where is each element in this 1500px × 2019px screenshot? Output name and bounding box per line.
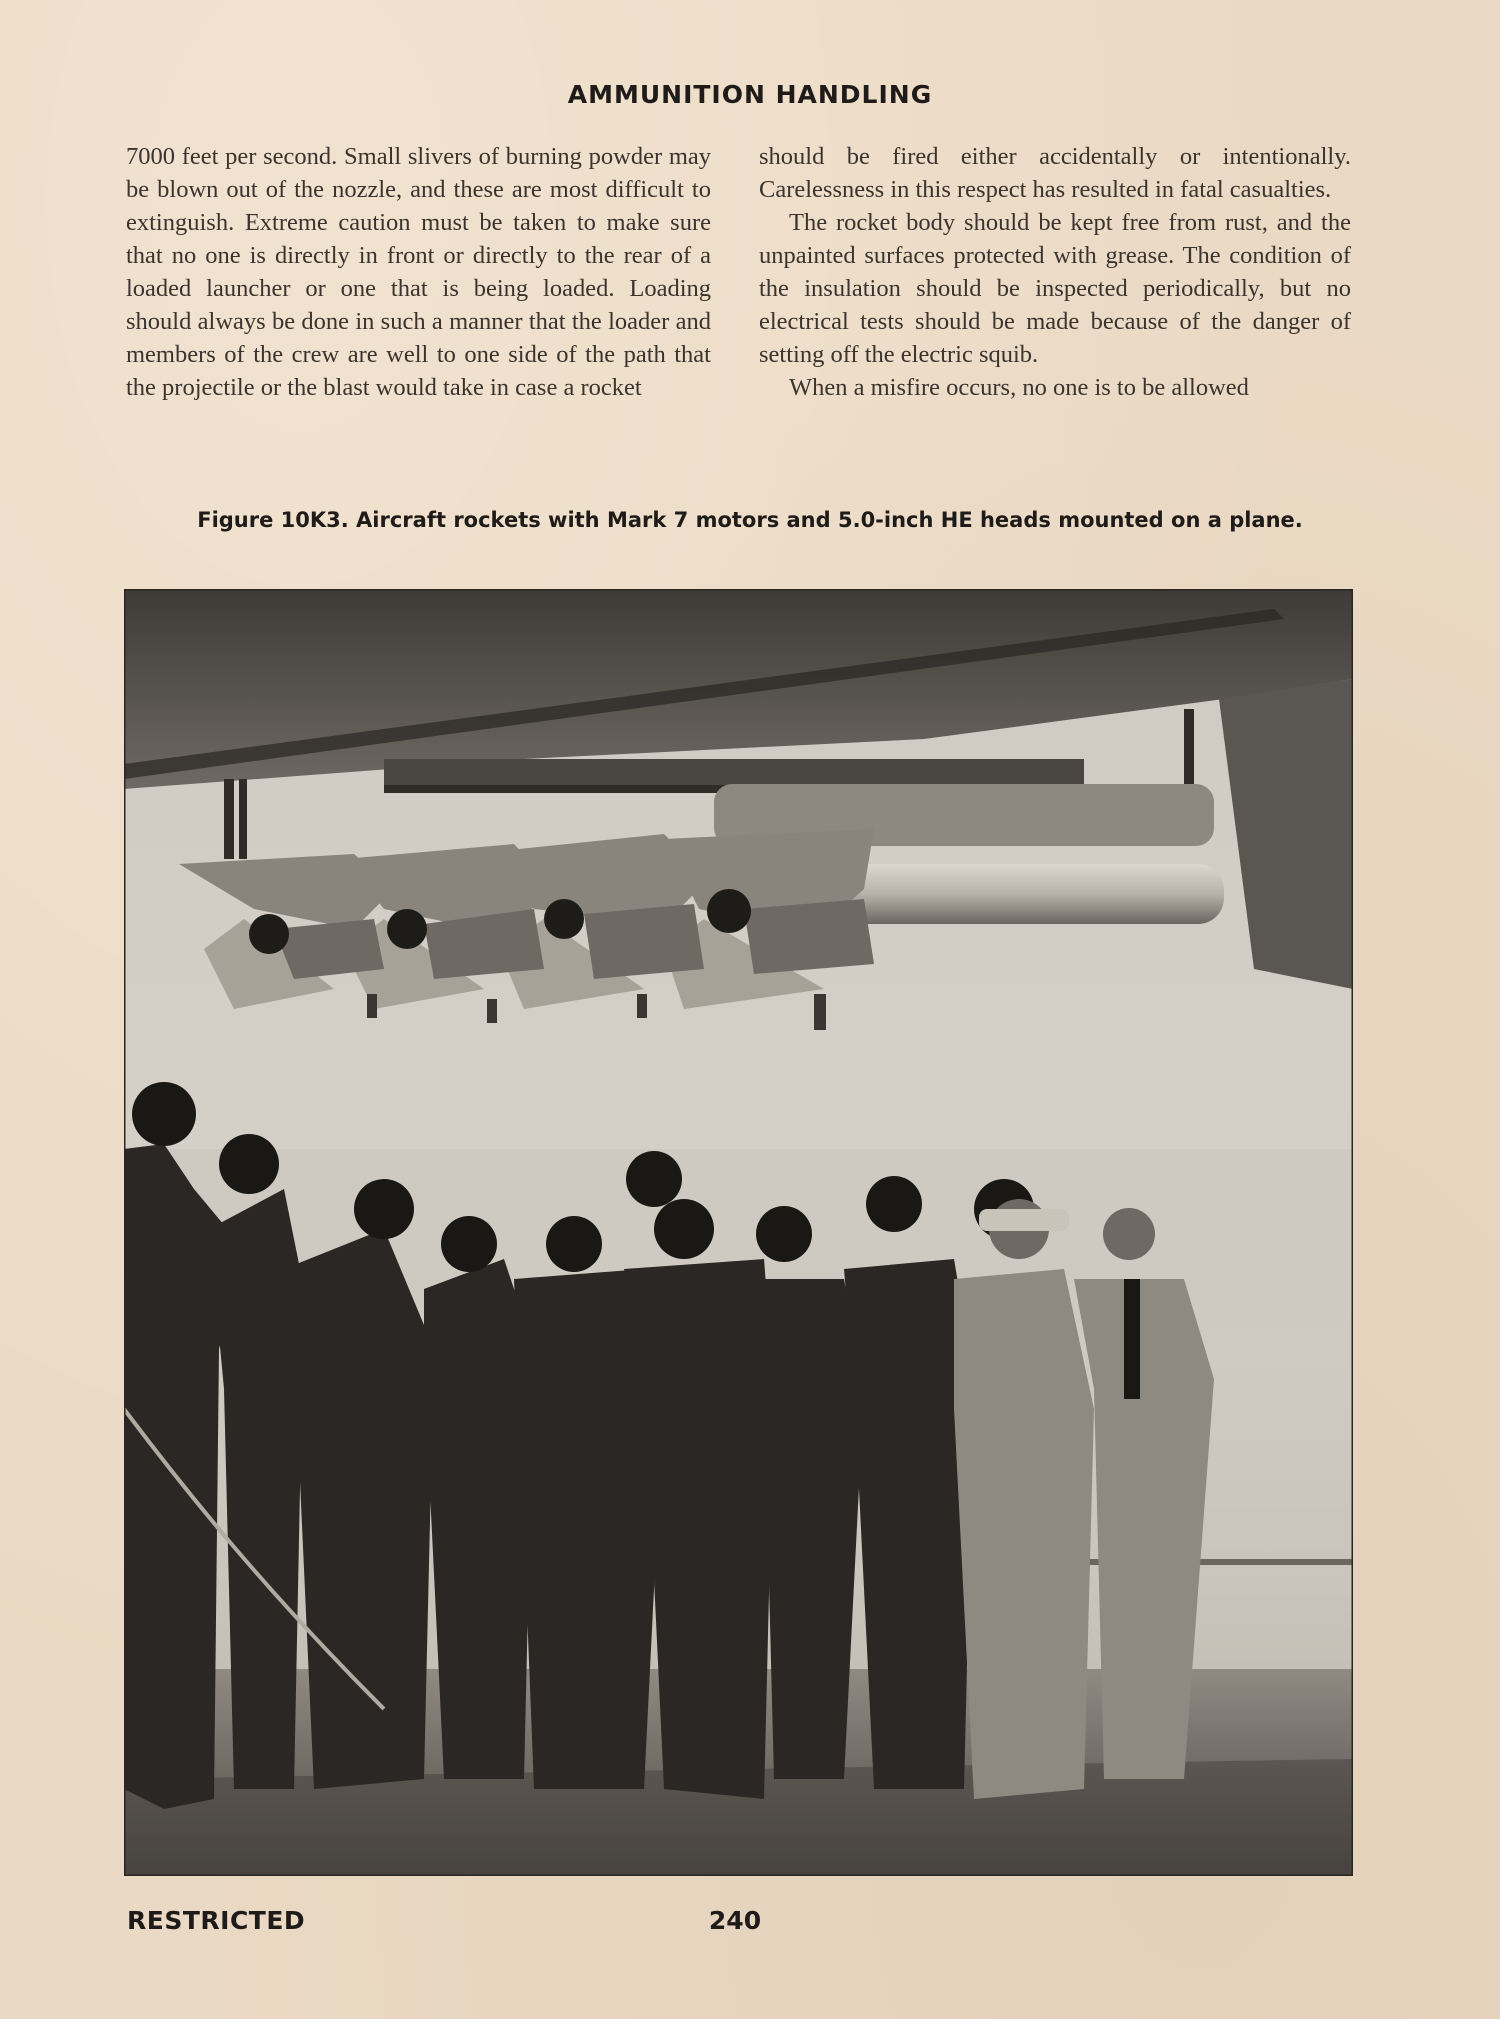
right-column-paragraph-3: When a misfire occurs, no one is to be allowed (789, 374, 1249, 401)
left-text-column (126, 140, 711, 404)
left-column-paragraph: 7000 feet per second. Small slivers of burning powder may be blown out of the nozzle, and these are most difficult to extinguish. Extreme caution must be taken to make sure that no one is directly in front or directly to the rear of a loaded launcher or one that is being loaded. Loading should always be done in such a manner that the loader and members of the crew are well to one side of the path that the projectile or the blast would take in case a rocket (126, 143, 711, 401)
figure-caption: Figure 10K3. Aircraft rockets with Mark 7 motors and 5.0-inch HE heads mounted on a plane. (197, 508, 1303, 532)
right-column-paragraph-1: should be fired either accidentally or intentionally. Carelessness in this respect has resulted in fatal casualties. (759, 143, 1351, 203)
security-classification: RESTRICTED (127, 1906, 306, 1935)
right-column-paragraph-2: The rocket body should be kept free from rust, and the unpainted surfaces protected with grease. The condition of the insulation should be inspected periodically, but no electrical tests should be made because of the danger of setting off the electric squib. (759, 209, 1351, 368)
page-number: 240 (708, 1906, 762, 1935)
running-head: AMMUNITION HANDLING (567, 80, 933, 109)
right-text-column (759, 140, 1351, 404)
figure-photograph (124, 589, 1353, 1876)
